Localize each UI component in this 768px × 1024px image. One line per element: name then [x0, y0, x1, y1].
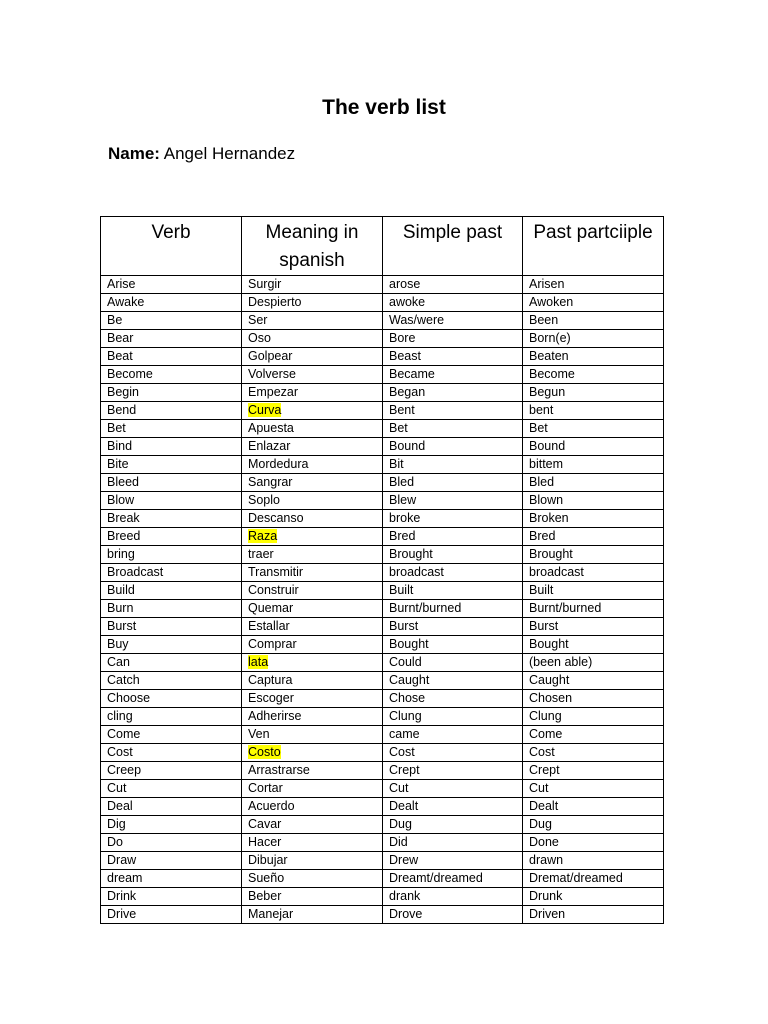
table-row	[101, 510, 664, 528]
verb-cell: Cut	[101, 780, 242, 798]
table-row	[101, 888, 664, 906]
simple-past-cell: Cut	[383, 780, 523, 798]
spanish-meaning-cell: Hacer	[242, 834, 383, 852]
name-label: Name:	[108, 144, 160, 163]
verb-cell: Burst	[101, 618, 242, 636]
spanish-meaning-cell: Golpear	[242, 348, 383, 366]
verb-cell: Broadcast	[101, 564, 242, 582]
spanish-meaning-cell: Enlazar	[242, 438, 383, 456]
verb-cell: Creep	[101, 762, 242, 780]
verb-cell: Dig	[101, 816, 242, 834]
highlighted-word: Costo	[248, 745, 281, 759]
past-participle-cell: Cost	[523, 744, 664, 762]
spanish-meaning-cell: Soplo	[242, 492, 383, 510]
header-simple-past: Simple past	[383, 217, 523, 276]
verb-cell: cling	[101, 708, 242, 726]
spanish-meaning-cell: Despierto	[242, 294, 383, 312]
simple-past-cell: Bled	[383, 474, 523, 492]
spanish-meaning-cell: Escoger	[242, 690, 383, 708]
past-participle-cell: Been	[523, 312, 664, 330]
verb-cell: Awake	[101, 294, 242, 312]
simple-past-cell: Burst	[383, 618, 523, 636]
spanish-meaning-cell: Mordedura	[242, 456, 383, 474]
simple-past-cell: Dreamt/dreamed	[383, 870, 523, 888]
table-row	[101, 672, 664, 690]
spanish-meaning-cell: Beber	[242, 888, 383, 906]
header-verb: Verb	[101, 217, 242, 276]
verb-table-body	[101, 276, 664, 924]
past-participle-cell: Blown	[523, 492, 664, 510]
verb-cell: Catch	[101, 672, 242, 690]
spanish-meaning-cell: Construir	[242, 582, 383, 600]
past-participle-cell: Driven	[523, 906, 664, 924]
table-row	[101, 492, 664, 510]
table-row	[101, 744, 664, 762]
spanish-meaning-cell: Estallar	[242, 618, 383, 636]
verb-cell: Cost	[101, 744, 242, 762]
simple-past-cell: Drew	[383, 852, 523, 870]
verb-cell: Do	[101, 834, 242, 852]
spanish-meaning-cell	[242, 654, 383, 672]
past-participle-cell: Brought	[523, 546, 664, 564]
past-participle-cell: Clung	[523, 708, 664, 726]
simple-past-cell: Bred	[383, 528, 523, 546]
simple-past-cell: Blew	[383, 492, 523, 510]
past-participle-cell: Arisen	[523, 276, 664, 294]
past-participle-cell: Broken	[523, 510, 664, 528]
simple-past-cell: Bound	[383, 438, 523, 456]
past-participle-cell: Bled	[523, 474, 664, 492]
verb-cell: Bend	[101, 402, 242, 420]
verb-cell: Blow	[101, 492, 242, 510]
simple-past-cell: Could	[383, 654, 523, 672]
table-row	[101, 870, 664, 888]
verb-cell: Bear	[101, 330, 242, 348]
table-row	[101, 636, 664, 654]
verb-cell: Build	[101, 582, 242, 600]
verb-cell: Beat	[101, 348, 242, 366]
simple-past-cell: Clung	[383, 708, 523, 726]
spanish-meaning-cell: Ven	[242, 726, 383, 744]
past-participle-cell: Become	[523, 366, 664, 384]
table-header-row	[101, 217, 664, 276]
spanish-meaning-cell: Sangrar	[242, 474, 383, 492]
verb-cell: Choose	[101, 690, 242, 708]
spanish-meaning-cell: Transmitir	[242, 564, 383, 582]
simple-past-cell: Built	[383, 582, 523, 600]
spanish-meaning-cell: Cavar	[242, 816, 383, 834]
spanish-meaning-cell: traer	[242, 546, 383, 564]
simple-past-cell: Dug	[383, 816, 523, 834]
past-participle-cell: bent	[523, 402, 664, 420]
past-participle-cell: Beaten	[523, 348, 664, 366]
simple-past-cell: Burnt/burned	[383, 600, 523, 618]
spanish-meaning-cell: Sueño	[242, 870, 383, 888]
simple-past-cell: Drove	[383, 906, 523, 924]
simple-past-cell: arose	[383, 276, 523, 294]
table-row	[101, 906, 664, 924]
verb-cell: bring	[101, 546, 242, 564]
spanish-meaning-cell: Adherirse	[242, 708, 383, 726]
past-participle-cell: bittem	[523, 456, 664, 474]
highlighted-word: Raza	[248, 529, 278, 543]
table-row	[101, 816, 664, 834]
verb-cell: Drink	[101, 888, 242, 906]
verb-cell: Breed	[101, 528, 242, 546]
simple-past-cell: came	[383, 726, 523, 744]
past-participle-cell: Come	[523, 726, 664, 744]
spanish-meaning-cell	[242, 528, 383, 546]
simple-past-cell: Bent	[383, 402, 523, 420]
spanish-meaning-cell: Apuesta	[242, 420, 383, 438]
past-participle-cell: Bound	[523, 438, 664, 456]
verb-cell: Arise	[101, 276, 242, 294]
verb-cell: Become	[101, 366, 242, 384]
spanish-meaning-cell: Oso	[242, 330, 383, 348]
past-participle-cell: Dremat/dreamed	[523, 870, 664, 888]
simple-past-cell: Brought	[383, 546, 523, 564]
table-row	[101, 456, 664, 474]
simple-past-cell: broke	[383, 510, 523, 528]
past-participle-cell: Bred	[523, 528, 664, 546]
table-row	[101, 618, 664, 636]
table-row	[101, 600, 664, 618]
table-row	[101, 528, 664, 546]
table-row	[101, 348, 664, 366]
past-participle-cell: Done	[523, 834, 664, 852]
table-row	[101, 798, 664, 816]
past-participle-cell: Bet	[523, 420, 664, 438]
name-value: Angel Hernandez	[159, 144, 296, 163]
table-row	[101, 708, 664, 726]
spanish-meaning-cell: Cortar	[242, 780, 383, 798]
verb-cell: Deal	[101, 798, 242, 816]
table-row	[101, 654, 664, 672]
past-participle-cell: Awoken	[523, 294, 664, 312]
past-participle-cell: drawn	[523, 852, 664, 870]
verb-table	[100, 216, 664, 924]
spanish-meaning-cell: Empezar	[242, 384, 383, 402]
table-row	[101, 726, 664, 744]
simple-past-cell: Bet	[383, 420, 523, 438]
spanish-meaning-cell: Comprar	[242, 636, 383, 654]
past-participle-cell: Begun	[523, 384, 664, 402]
simple-past-cell: Began	[383, 384, 523, 402]
table-row	[101, 762, 664, 780]
table-row	[101, 420, 664, 438]
header-past-participle: Past partciiple	[523, 217, 664, 276]
simple-past-cell: awoke	[383, 294, 523, 312]
table-row	[101, 366, 664, 384]
simple-past-cell: Did	[383, 834, 523, 852]
verb-cell: dream	[101, 870, 242, 888]
table-row	[101, 330, 664, 348]
verb-cell: Draw	[101, 852, 242, 870]
simple-past-cell: Dealt	[383, 798, 523, 816]
spanish-meaning-cell: Ser	[242, 312, 383, 330]
highlighted-word: Curva	[248, 403, 282, 417]
table-row	[101, 312, 664, 330]
simple-past-cell: broadcast	[383, 564, 523, 582]
table-row	[101, 276, 664, 294]
past-participle-cell: Drunk	[523, 888, 664, 906]
highlighted-word: lata	[248, 655, 269, 669]
spanish-meaning-cell: Quemar	[242, 600, 383, 618]
simple-past-cell: Caught	[383, 672, 523, 690]
spanish-meaning-cell: Dibujar	[242, 852, 383, 870]
table-row	[101, 834, 664, 852]
verb-cell: Can	[101, 654, 242, 672]
verb-cell: Break	[101, 510, 242, 528]
past-participle-cell: Crept	[523, 762, 664, 780]
table-row	[101, 564, 664, 582]
past-participle-cell: Born(e)	[523, 330, 664, 348]
table-row	[101, 780, 664, 798]
verb-cell: Be	[101, 312, 242, 330]
simple-past-cell: drank	[383, 888, 523, 906]
table-row	[101, 402, 664, 420]
simple-past-cell: Bit	[383, 456, 523, 474]
table-row	[101, 474, 664, 492]
spanish-meaning-cell	[242, 402, 383, 420]
table-row	[101, 690, 664, 708]
past-participle-cell: (been able)	[523, 654, 664, 672]
spanish-meaning-cell	[242, 744, 383, 762]
past-participle-cell: Dealt	[523, 798, 664, 816]
table-row	[101, 582, 664, 600]
spanish-meaning-cell: Manejar	[242, 906, 383, 924]
past-participle-cell: Bought	[523, 636, 664, 654]
past-participle-cell: Cut	[523, 780, 664, 798]
table-row	[101, 546, 664, 564]
simple-past-cell: Beast	[383, 348, 523, 366]
header-meaning-in-spanish: Meaning in spanish	[242, 217, 383, 276]
verb-cell: Drive	[101, 906, 242, 924]
spanish-meaning-cell: Captura	[242, 672, 383, 690]
verb-cell: Bet	[101, 420, 242, 438]
verb-cell: Come	[101, 726, 242, 744]
verb-cell: Bind	[101, 438, 242, 456]
verb-cell: Burn	[101, 600, 242, 618]
past-participle-cell: Burnt/burned	[523, 600, 664, 618]
simple-past-cell: Chose	[383, 690, 523, 708]
table-row	[101, 384, 664, 402]
verb-cell: Bleed	[101, 474, 242, 492]
simple-past-cell: Bore	[383, 330, 523, 348]
past-participle-cell: Dug	[523, 816, 664, 834]
table-row	[101, 294, 664, 312]
spanish-meaning-cell: Arrastrarse	[242, 762, 383, 780]
simple-past-cell: Was/were	[383, 312, 523, 330]
spanish-meaning-cell: Descanso	[242, 510, 383, 528]
simple-past-cell: Bought	[383, 636, 523, 654]
past-participle-cell: Built	[523, 582, 664, 600]
table-row	[101, 852, 664, 870]
table-row	[101, 438, 664, 456]
verb-cell: Buy	[101, 636, 242, 654]
verb-cell: Bite	[101, 456, 242, 474]
spanish-meaning-cell: Surgir	[242, 276, 383, 294]
verb-cell: Begin	[101, 384, 242, 402]
past-participle-cell: Burst	[523, 618, 664, 636]
document-title: The verb list	[322, 96, 446, 119]
simple-past-cell: Became	[383, 366, 523, 384]
spanish-meaning-cell: Volverse	[242, 366, 383, 384]
simple-past-cell: Crept	[383, 762, 523, 780]
student-name-line	[108, 142, 295, 166]
past-participle-cell: Chosen	[523, 690, 664, 708]
spanish-meaning-cell: Acuerdo	[242, 798, 383, 816]
simple-past-cell: Cost	[383, 744, 523, 762]
past-participle-cell: broadcast	[523, 564, 664, 582]
past-participle-cell: Caught	[523, 672, 664, 690]
